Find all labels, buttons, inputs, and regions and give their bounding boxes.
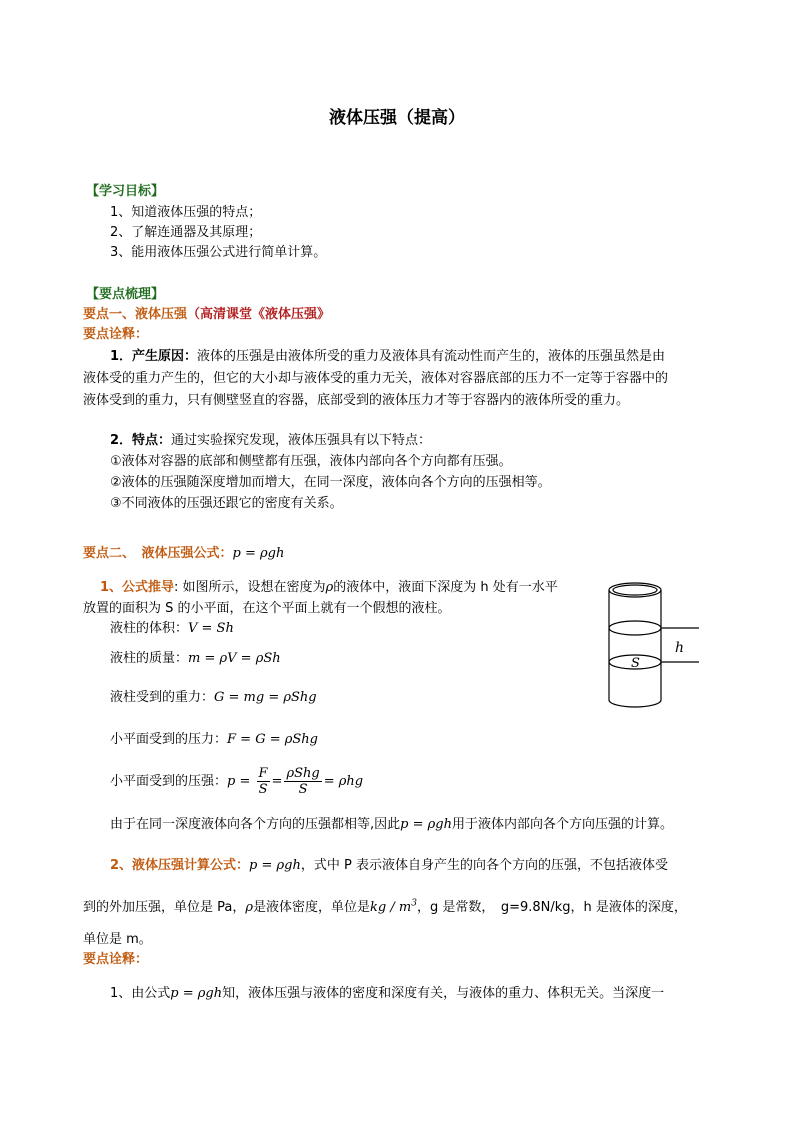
- derive-label: 1、公式推导: [100, 580, 175, 595]
- mass-line: 液柱的质量：m = ρV = ρSh: [110, 651, 281, 666]
- unit-line-2: 单位是 m。: [83, 932, 152, 947]
- feature-line: 2．特点：通过实验探究发现，液体压强具有以下特点：: [110, 433, 432, 448]
- point2-note: 要点诠释：: [83, 952, 149, 967]
- unit-line: 到的外加压强，单位是 Pa，ρ是液体密度，单位是kg / $m^3$，g 是常数， g=9.8N/kg，h 是液体的深度，: [83, 898, 687, 915]
- mass-formula: m = ρV = ρSh: [188, 651, 281, 666]
- point2-title: 要点二、 液体压强公式：: [83, 546, 233, 561]
- goals-heading: 【学习目标】: [86, 184, 165, 199]
- feature-1: ①液体对容器的底部和侧壁都有压强，液体内部向各个方向都有压强。: [110, 454, 512, 469]
- calc-line: 2、液体压强计算公式：p = ρgh，式中 P 表示液体自身产生的向各个方向的压强，不包括液体受: [110, 858, 668, 873]
- h-label: h: [675, 640, 685, 656]
- feature-label: 2．特点：: [110, 433, 172, 448]
- goal-item-1: 1、知道液体压强的特点；: [110, 205, 262, 220]
- force-line: 小平面受到的压力：F = G = ρShg: [110, 732, 318, 747]
- goal-item-2: 2、了解连通器及其原理；: [110, 225, 262, 240]
- weight-formula: G = mg = ρShg: [214, 690, 317, 705]
- weight-line: 液柱受到的重力：G = mg = ρShg: [110, 690, 317, 705]
- note-formula: p = ρgh: [170, 986, 223, 1001]
- goal-item-3: 3、能用液体压强公式进行简单计算。: [110, 245, 327, 260]
- conclusion-formula: p = ρgh: [400, 817, 452, 832]
- summary-heading: 【要点梳理】: [86, 287, 165, 302]
- liquid-surface: [609, 621, 661, 635]
- cause-line-2: 液体受的重力产生的，但它的大小却与液体受的重力无关，液体对容器底部的压力不一定等于容器中的: [83, 371, 669, 386]
- force-formula: F = G = ρShg: [227, 732, 318, 747]
- cause-line-1: 1．产生原因：液体的压强是由液体所受的重力及液体具有流动性而产生的，液体的压强虽然是由: [110, 349, 666, 364]
- volume-formula: V = Sh: [188, 621, 234, 636]
- point1-title-line: [83, 307, 330, 323]
- note-item-1: 1、由公式p = ρgh知，液体压强与液体的密度和深度有关，与液体的重力、体积无关。当深度一: [110, 986, 665, 1001]
- pressure-result: = ρhg: [323, 774, 364, 789]
- cause-line-3: 液体受到的重力，只有侧壁竖直的容器，底部受到的液体压力才等于容器内的液体所受的重力。: [83, 393, 630, 408]
- point2-title-line: [83, 546, 284, 562]
- point1-note: 要点诠释：: [83, 327, 149, 342]
- feature-2: ②液体的压强随深度增加而增大，在同一深度，液体向各个方向的压强相等。: [110, 475, 551, 490]
- page-title: 液体压强（提高）: [329, 108, 465, 128]
- unit-kg-m3: kg / m: [370, 900, 412, 915]
- cause-label: 1．产生原因：: [110, 349, 198, 364]
- point2-formula: p = ρgh: [232, 546, 285, 561]
- derive-line-2: 放置的面积为 S 的小平面，在这个平面上就有一个假想的液柱。: [83, 601, 451, 616]
- fraction-rhoshg-over-s: $\frac{\text{ρShg}}{S}$: [286, 766, 320, 797]
- cylinder-bottom: [609, 700, 661, 707]
- liquid-column-figure: [603, 576, 713, 716]
- conclusion-line: 由于在同一深度液体向各个方向的压强都相等,因此p = ρgh用于液体内部向各个方向压强的计算。: [110, 817, 673, 832]
- feature-3: ③不同液体的压强还跟它的密度有关系。: [110, 496, 343, 511]
- volume-line: 液柱的体积：V = Sh: [110, 621, 234, 636]
- pressure-line: 小平面受到的压强：p = $\frac{F}{S}$ = $\frac{\text{ρShg}}{S}$ = ρhg: [110, 766, 364, 797]
- point1-title: 要点一、液体压强: [83, 307, 188, 322]
- rho-symbol: ρ: [325, 580, 334, 595]
- s-label: S: [631, 656, 640, 671]
- calc-formula: p = ρgh: [249, 858, 301, 873]
- derive-line-1: 1、公式推导: 如图所示，设想在密度为ρ的液体中，液面下深度为 h 处有一水平: [100, 580, 558, 595]
- point1-ref: （高清课堂《液体压强》: [187, 307, 331, 322]
- fraction-f-over-s: $\frac{F}{S}$: [258, 766, 268, 797]
- calc-label: 2、液体压强计算公式：: [110, 858, 250, 873]
- p-equals: p =: [227, 774, 251, 789]
- cylinder-top-inner: [613, 585, 657, 595]
